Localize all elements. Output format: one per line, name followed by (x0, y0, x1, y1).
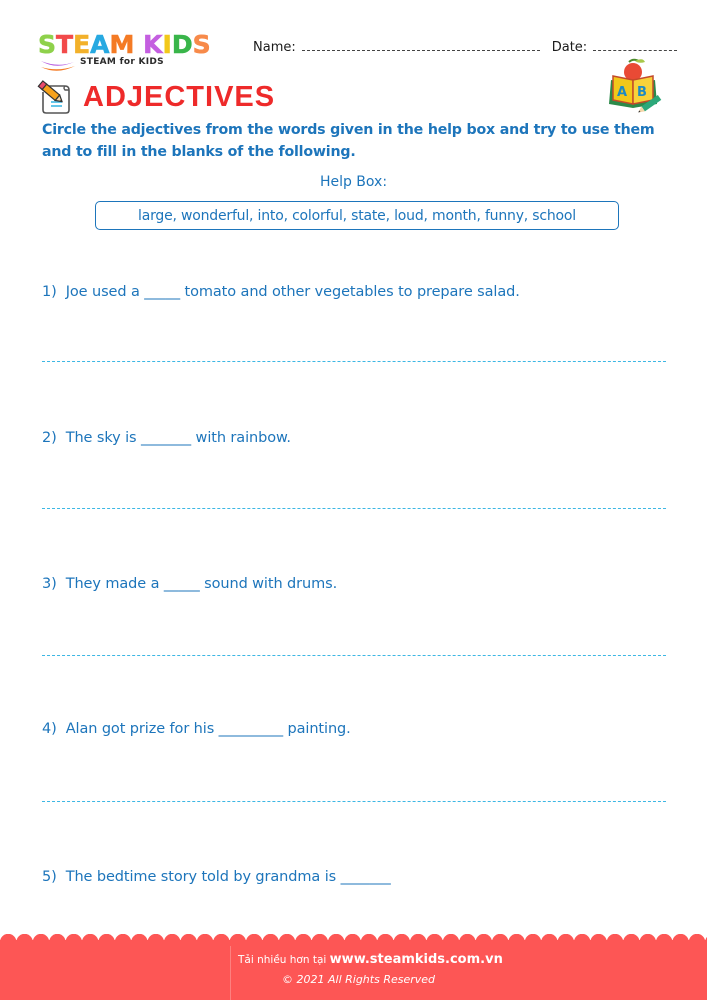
logo-letter: M (109, 30, 135, 59)
footer-prefix: Tải nhiều hơn tại (238, 954, 330, 966)
logo-letter: T (56, 30, 74, 59)
logo-letter: S (38, 30, 57, 59)
footer-divider (230, 946, 231, 1000)
answer-line-4[interactable] (42, 801, 666, 802)
name-label: Name: (253, 40, 296, 55)
svg-text:A: A (617, 85, 628, 100)
logo-wordmark (38, 32, 238, 58)
footer-download-text (238, 952, 503, 967)
logo-letter: E (73, 30, 91, 59)
pencil-paper-icon (37, 80, 73, 116)
answer-line-2[interactable] (42, 508, 666, 509)
logo-subtitle: STEAM for KIDS (80, 57, 164, 67)
footer-website-link[interactable]: www.steamkids.com.vn (329, 952, 503, 967)
logo-letter (134, 32, 143, 58)
answer-line-1[interactable] (42, 361, 666, 362)
answer-line-3[interactable] (42, 655, 666, 656)
help-box-label: Help Box: (319, 174, 388, 190)
help-box-words: large, wonderful, into, colorful, state, loud, month, funny, school (138, 207, 576, 224)
abc-book-icon (605, 58, 667, 114)
name-date-row (253, 40, 677, 55)
question-4: 4) Alan got prize for his _________ painting. (42, 721, 351, 737)
logo-letter: A (90, 30, 110, 59)
help-box (95, 201, 619, 230)
footer (0, 940, 707, 1000)
logo-swoosh-icon (40, 58, 76, 74)
logo-letter: D (171, 30, 193, 59)
steam-kids-logo (38, 32, 238, 72)
name-field[interactable] (302, 41, 540, 51)
instructions-text: Circle the adjectives from the words given in the help box and try to use them and to fill in the blanks of the following. (42, 122, 655, 160)
date-field[interactable] (593, 41, 677, 51)
logo-letter: K (143, 30, 163, 59)
svg-text:B: B (637, 85, 647, 100)
footer-copyright: © 2021 All Rights Reserved (282, 973, 436, 986)
question-1: 1) Joe used a _____ tomato and other vegetables to prepare salad. (42, 284, 520, 300)
question-3: 3) They made a _____ sound with drums. (42, 576, 338, 592)
question-5: 5) The bedtime story told by grandma is _______ (42, 869, 391, 885)
date-label: Date: (551, 40, 588, 55)
worksheet-title: ADJECTIVES (83, 81, 276, 113)
question-2: 2) The sky is _______ with rainbow. (42, 430, 291, 446)
logo-letter: I (162, 30, 172, 59)
logo-letter: S (192, 30, 211, 59)
